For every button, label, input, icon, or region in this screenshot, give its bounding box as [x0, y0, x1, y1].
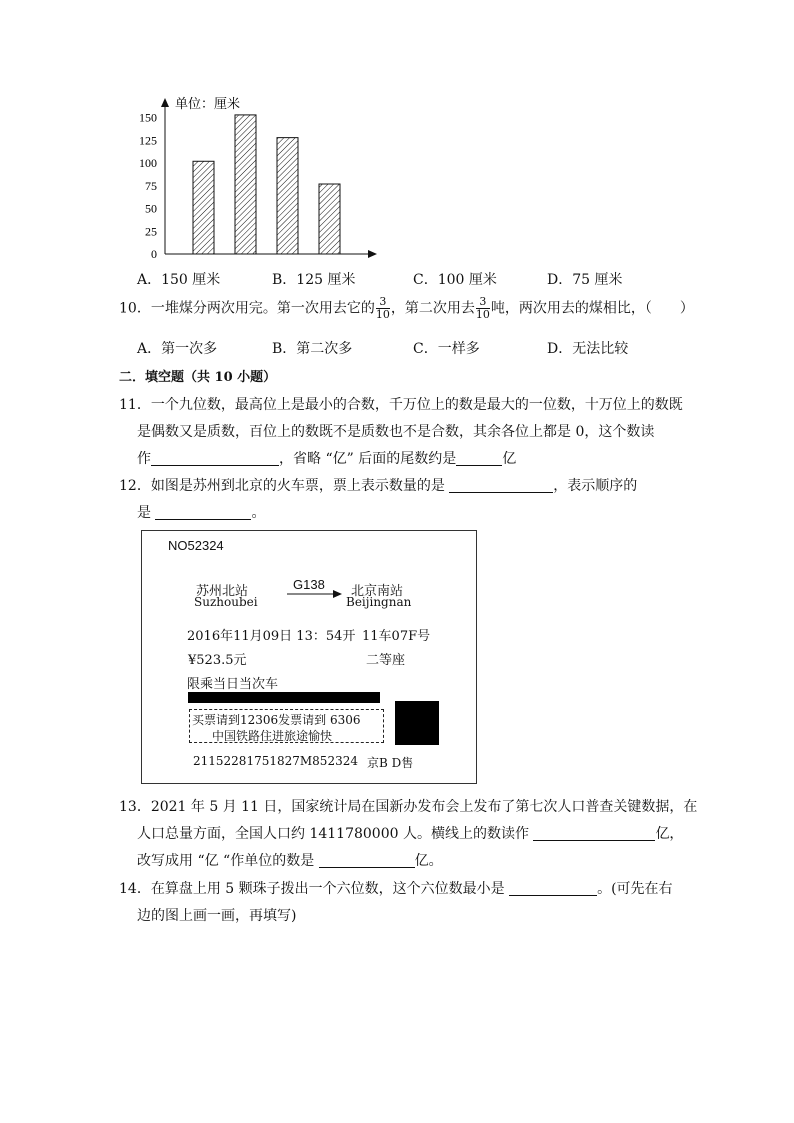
ticket-number: NO52324 [168, 538, 224, 553]
q9-option-b: B．125 厘米 [272, 272, 356, 288]
ticket-seat-class: 二等座 [366, 653, 406, 668]
q10-frac2-num: 3 [476, 296, 490, 309]
bar [319, 184, 340, 254]
ticket-train: G138 [293, 577, 325, 592]
y-tick-label: 75 [145, 178, 157, 193]
q13-line1: 13．2021 年 5 月 11 日，国家统计局在国新办发布会上发布了第七次人口普查关键数据，在 [119, 799, 698, 815]
q10-fraction-2 [476, 296, 490, 321]
q10-question [119, 296, 694, 321]
ticket-to-cn: 北京南站 [351, 584, 404, 599]
q12-line1-b: ，表示顺序的 [553, 478, 638, 494]
ticket-office: 京B D售 [367, 756, 414, 770]
q13-line2 [137, 823, 683, 843]
q12-line2-a: 是 [137, 505, 151, 521]
q10-frac1-num: 3 [376, 296, 390, 309]
q10-option-d: D．无法比较 [547, 341, 629, 357]
qr-code [395, 701, 439, 745]
ticket-seat-no: 11车07F号 [362, 629, 431, 644]
q12-line1 [119, 475, 637, 495]
q10-part2: ，第二次用去 [390, 300, 475, 317]
q10-option-b: B．第二次多 [272, 341, 353, 357]
y-tick-label: 25 [145, 224, 157, 239]
q10-fraction-1 [376, 296, 390, 321]
q13-line2-b: 亿， [655, 826, 684, 842]
bar [277, 138, 298, 254]
q9-option-a: A．150 厘米 [137, 272, 221, 288]
ticket-dashed-line1: 买票请到12306发票请到 6306 [192, 713, 361, 727]
q13-line3-a: 改写成用 “亿 “作单位的数是 [137, 853, 315, 869]
q14-line2: 边的图上画一画，再填写) [137, 908, 297, 924]
q12-line1-a: 12．如图是苏州到北京的火车票，票上表示数量的是 [119, 478, 445, 494]
bar-chart [120, 92, 390, 267]
q13-line3-b: 亿。 [414, 853, 443, 869]
ticket-black-bar [188, 692, 380, 703]
y-tick-label: 0 [151, 247, 157, 261]
ticket-to-en: Beijingnan [346, 595, 412, 609]
q14-line1-a: 14．在算盘上用 5 颗珠子拨出一个六位数，这个六位数最小是 [119, 881, 505, 897]
q14-answer-blank[interactable] [509, 881, 597, 896]
y-axis-arrow [161, 98, 169, 107]
q14-line1-b: 。(可先在右 [597, 881, 673, 897]
q13-answer-blank-1[interactable] [533, 826, 655, 841]
q11-line3 [137, 448, 516, 468]
bar [235, 115, 256, 254]
q11-line3-a: 作 [137, 451, 151, 467]
q13-answer-blank-2[interactable] [319, 853, 415, 868]
q11-line3-c: 亿 [502, 451, 517, 467]
q10-option-c: C．一样多 [413, 341, 480, 357]
q12-answer-blank-2[interactable] [155, 505, 251, 520]
q12-answer-blank-1[interactable] [449, 478, 553, 493]
q10-frac2-den: 10 [475, 308, 490, 321]
q10-option-a: A．第一次多 [137, 341, 218, 357]
q10-part3: 吨，两次用去的煤相比，（ ） [490, 300, 694, 317]
q9-option-c: C．100 厘米 [413, 272, 497, 288]
q11-line1: 11．一个九位数，最高位上是最小的合数，千万位上的数是最大的一位数，十万位上的数既 [119, 397, 683, 413]
ticket-price: ¥523.5元 [188, 653, 247, 668]
q11-line2: 是偶数又是质数，百位上的数既不是质数也不是合数，其余各位上都是 0，这个数读 [137, 424, 655, 440]
ticket-from-cn: 苏州北站 [196, 584, 249, 599]
arrow-right-icon [287, 589, 343, 599]
q11-answer-blank-2[interactable] [456, 451, 502, 466]
q9-option-d: D．75 厘米 [547, 272, 623, 288]
y-tick-label: 100 [139, 156, 157, 171]
q11-line3-b: ，省略 “亿” 后面的尾数约是 [279, 451, 457, 467]
q12-line2-b: 。 [251, 505, 266, 521]
y-tick-label: 150 [139, 110, 157, 125]
ticket-datetime: 2016年11月09日 13：54开 [187, 629, 356, 644]
ticket-from-en: Suzhoubei [194, 595, 258, 609]
ticket-serial: 21152281751827M852324 [193, 754, 358, 768]
q12-line2 [137, 502, 265, 522]
y-tick-label: 125 [139, 133, 157, 148]
bar [193, 161, 214, 254]
unit-label: 单位：厘米 [175, 96, 241, 111]
q14-line1 [119, 878, 673, 898]
y-tick-label: 50 [145, 201, 157, 216]
ticket-notice: 限乘当日当次车 [187, 677, 279, 692]
q10-frac1-den: 10 [375, 308, 390, 321]
q10-part1: 10．一堆煤分两次用完。第一次用去它的 [119, 300, 375, 317]
q11-answer-blank-1[interactable] [151, 451, 279, 466]
ticket-dashed-line2: 中国铁路住进旅途愉快 [212, 729, 333, 743]
q13-line3 [137, 850, 443, 870]
q13-line2-a: 人口总量方面，全国人口约 1411780000 人。横线上的数读作 [137, 826, 529, 842]
x-axis-arrow [368, 250, 377, 258]
section-title: 二．填空题（共 10 小题） [119, 370, 277, 385]
